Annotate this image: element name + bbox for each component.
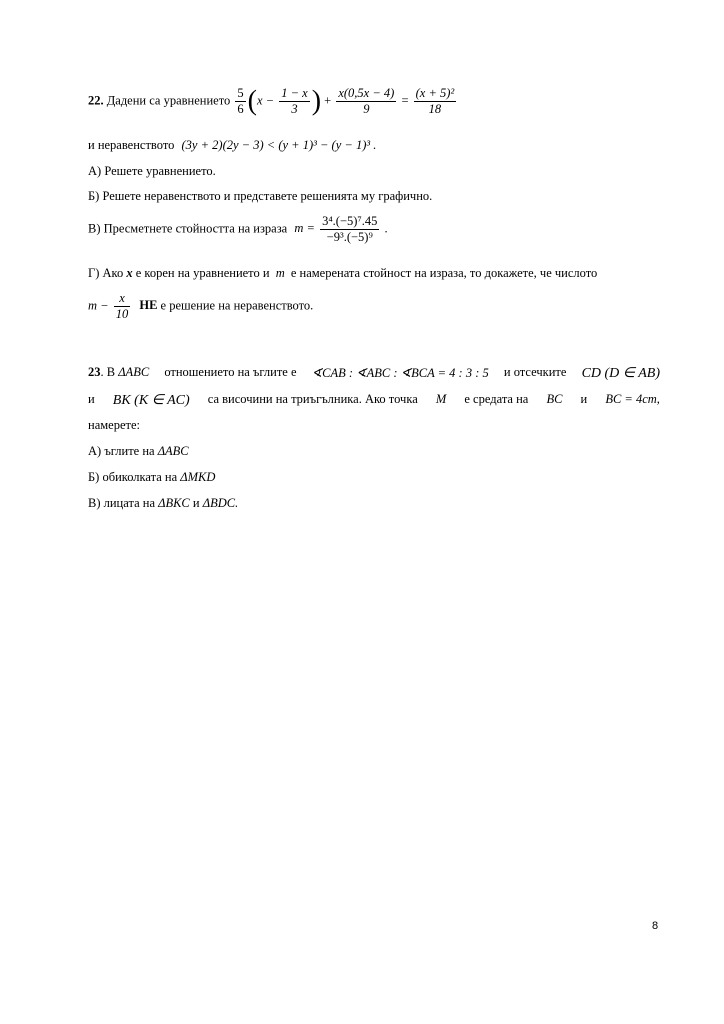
q22-intro: Дадени са уравнението	[106, 93, 231, 108]
q23-part-v: В) лицата на ΔBKC и ΔBDC.	[88, 496, 239, 510]
frac-1-x-3: $\frac{1 - x}{3}$	[281, 86, 308, 116]
q22-part-a: А) Решете уравнението.	[88, 164, 216, 178]
q23-part-b: Б) обиколката на ΔMKD	[88, 470, 216, 484]
frac-m-expression: $\frac{\text{3⁴.(−5)⁷.45}}{\text{−9³.(−5)⁹}}$	[322, 214, 378, 244]
q22-part-v: В) Пресметнете стойността на израза m = $\frac{\text{3⁴.(−5)⁷.45}}{\text{−9³.(−5)⁹}}$ .	[88, 214, 388, 244]
q22-inequality-line: и неравенството (3y + 2)(2y − 3) < (y + 1)³ − (y − 1)³ .	[88, 138, 377, 152]
frac-x-10: $\frac{x}{10}$	[115, 291, 129, 321]
q22-part-g-line2: m − $\frac{x}{10}$ НЕ е решение на неравенството.	[88, 291, 314, 321]
q23-number: 23	[88, 365, 101, 379]
q22-equation-line: 22. Дадени са уравнението $\frac{5}{6}$ (x − $\frac{1 - x}{3}$ ) + $\frac{x(0,5x - 4)}{9}$ = $\frac{\text{(x + 5)²}}{18}$	[88, 85, 455, 117]
q23-part-a: А) ъглите на ΔABC	[88, 444, 189, 458]
q22-inequality: (3y + 2)(2y − 3) < (y + 1)³ − (y − 1)³ .	[181, 138, 377, 152]
frac-5-6: $\frac{5}{6}$	[237, 86, 244, 116]
q23-line2: и BK (K ∈ AC) са височини на триъгълника. Ако точка M е средата на BC и BC = 4cm,	[88, 392, 660, 408]
q23-line3: намерете:	[88, 418, 140, 432]
q22-part-b: Б) Решете неравенството и представете решенията му графично.	[88, 189, 433, 203]
page-number: 8	[652, 920, 659, 932]
q22-number: 22.	[88, 93, 104, 108]
q22-part-g: Г) Ако x е корен на уравнението и m е намерената стойност на израза, то докажете, че числото	[88, 266, 598, 280]
frac-x5-18: $\frac{\text{(x + 5)²}}{18}$	[415, 86, 455, 116]
frac-x-9: $\frac{x(0,5x - 4)}{9}$	[338, 86, 395, 116]
q23-line1: 23. В ΔABC отношението на ъглите е ∢CAB : ∢ABC : ∢BCA = 4 : 3 : 5 и отсечките CD (D ∈ AB)	[88, 365, 660, 381]
